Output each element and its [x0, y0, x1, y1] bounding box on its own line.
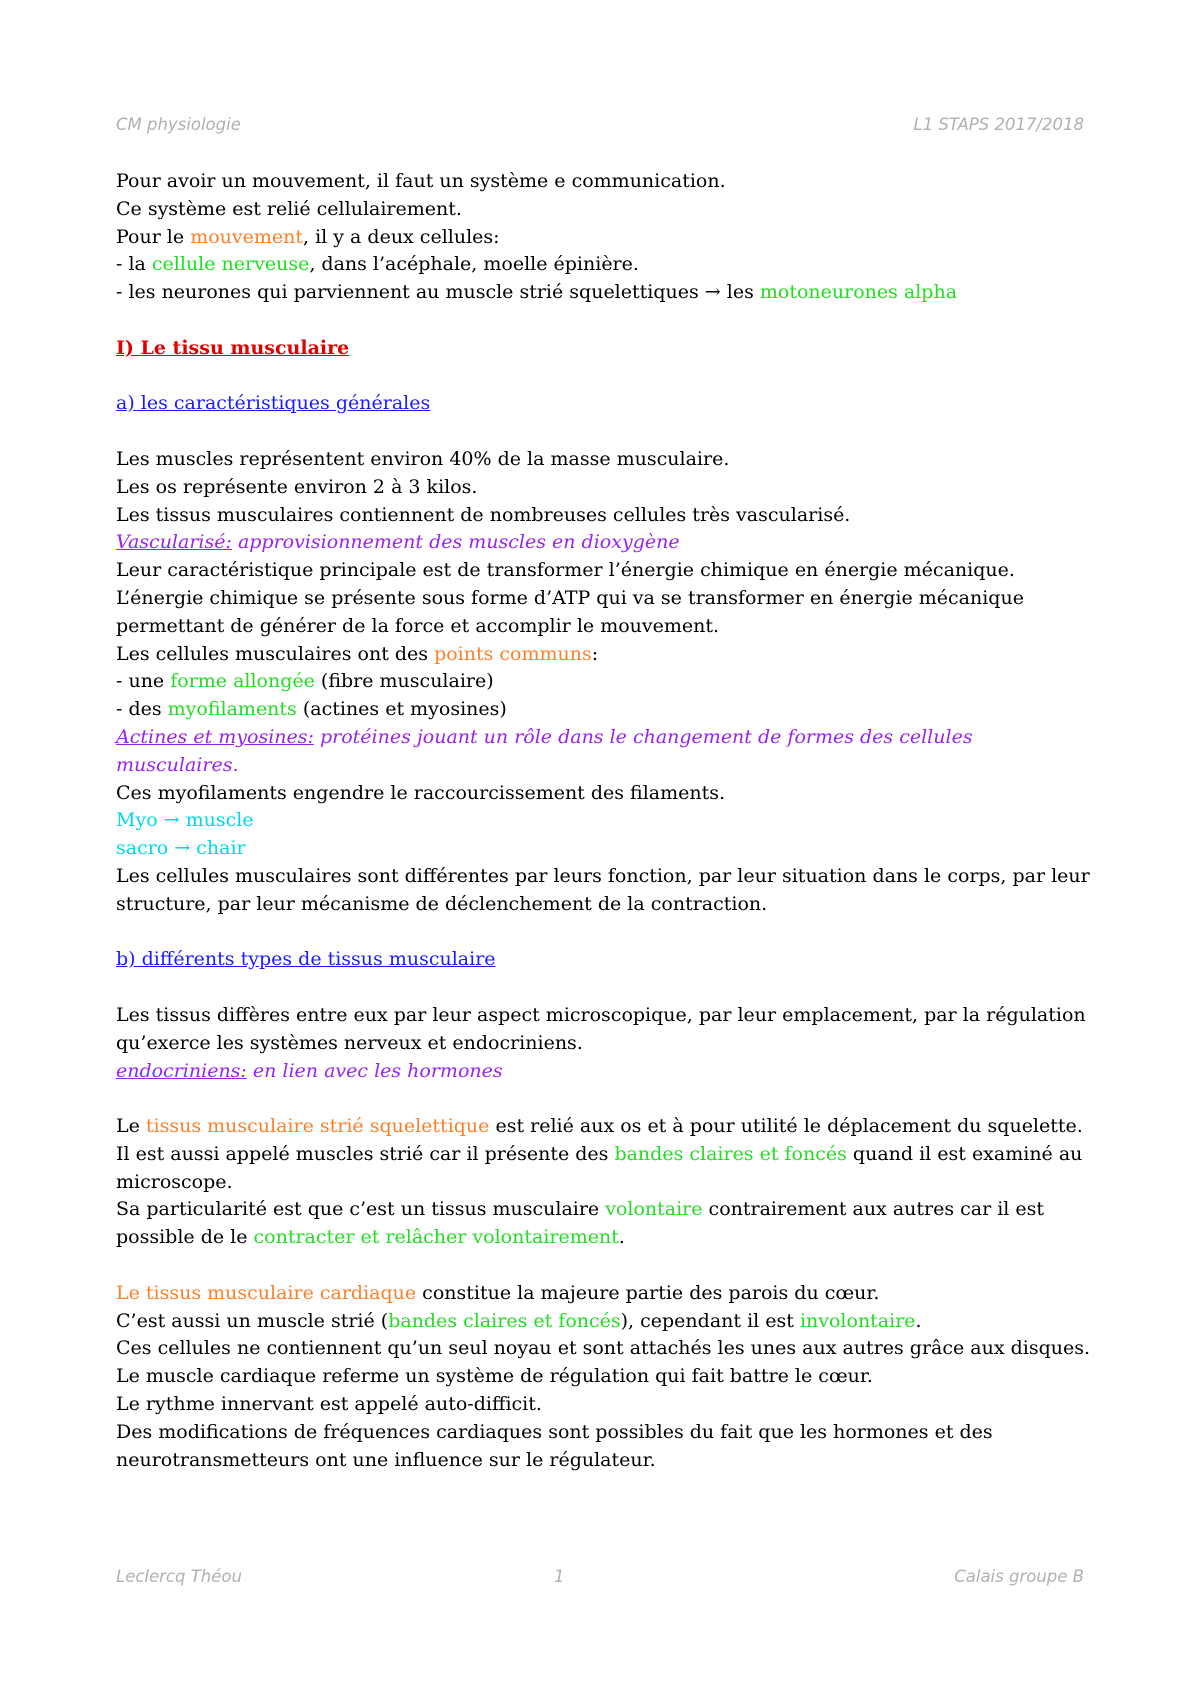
subsection-heading-b: b) différents types de tissus musculaire	[116, 948, 496, 971]
etymology-line: Myo → muscle	[116, 809, 254, 832]
intro-line: Ce système est relié cellulairement.	[116, 197, 462, 220]
paragraph-line: structure, par leur mécanisme de déclenchement de la contraction.	[116, 892, 768, 915]
footer-group: Calais groupe B	[954, 1567, 1084, 1586]
paragraph-line: Les cellules musculaires sont différentes par leurs fonction, par leur situation dans le corps, par leur	[116, 864, 1090, 887]
intro-line: Pour le mouvement, il y a deux cellules:	[116, 225, 500, 248]
intro-line: - les neurones qui parviennent au muscle strié squelettiques → les motoneurones alpha	[116, 281, 958, 304]
definition-vascularise: Vascularisé: approvisionnement des muscles en dioxygène	[116, 531, 680, 554]
paragraph-line: Le muscle cardiaque referme un système de régulation qui fait battre le cœur.	[116, 1365, 873, 1388]
list-item: - une forme allongée (fibre musculaire)	[116, 670, 494, 693]
paragraph-line: Le tissus musculaire strié squelettique est relié aux os et à pour utilité le déplacement du squelette.	[116, 1115, 1083, 1138]
paragraph-line: Le tissus musculaire cardiaque constitue la majeure partie des parois du cœur.	[116, 1281, 880, 1304]
definition-actines: Actines et myosines: protéines jouant un rôle dans le changement de formes des cellules	[116, 725, 973, 748]
paragraph-line: Il est aussi appelé muscles strié car il présente des bandes claires et foncés quand il est examiné au	[116, 1142, 1083, 1165]
header-class-year: L1 STAPS 2017/2018	[913, 115, 1084, 134]
paragraph-line: microscope.	[116, 1170, 233, 1193]
paragraph-line: possible de le contracter et relâcher volontairement.	[116, 1226, 625, 1249]
paragraph-line: permettant de générer de la force et accomplir le mouvement.	[116, 614, 720, 637]
paragraph-line: qu’exerce les systèmes nerveux et endocriniens.	[116, 1031, 583, 1054]
definition-endocriniens: endocriniens: en lien avec les hormones	[116, 1059, 503, 1082]
paragraph-line: Sa particularité est que c’est un tissus musculaire volontaire contrairement aux autres car il est	[116, 1198, 1045, 1221]
paragraph-line: Les muscles représentent environ 40% de la masse musculaire.	[116, 447, 730, 470]
paragraph-line: Les tissus musculaires contiennent de nombreuses cellules très vascularisé.	[116, 503, 851, 526]
paragraph-line: Ces cellules ne contiennent qu’un seul noyau et sont attachés les unes aux autres grâce aux disques.	[116, 1337, 1091, 1360]
paragraph-line: neurotransmetteurs ont une influence sur le régulateur.	[116, 1448, 656, 1471]
paragraph-line: Leur caractéristique principale est de transformer l’énergie chimique en énergie mécanique.	[116, 559, 1015, 582]
intro-line: - la cellule nerveuse, dans l’acéphale, moelle épinière.	[116, 253, 639, 276]
subsection-heading-a: a) les caractéristiques générales	[116, 392, 431, 415]
paragraph-line: L’énergie chimique se présente sous forme d’ATP qui va se transformer en énergie mécanique	[116, 586, 1024, 609]
header-course-title: CM physiologie	[116, 115, 241, 134]
section-heading: I) Le tissu musculaire	[116, 336, 350, 359]
etymology-line: sacro → chair	[116, 837, 246, 860]
paragraph-line: C’est aussi un muscle strié (bandes claires et foncés), cependant il est involontaire.	[116, 1309, 922, 1332]
paragraph-line: Les tissus diffères entre eux par leur aspect microscopique, par leur emplacement, par la régulation	[116, 1003, 1086, 1026]
paragraph-line: Les os représente environ 2 à 3 kilos.	[116, 475, 478, 498]
footer-page-number: 1	[554, 1567, 565, 1586]
page-footer	[116, 1567, 1084, 1586]
list-item: - des myofilaments (actines et myosines)	[116, 698, 507, 721]
page-header	[116, 115, 1084, 134]
paragraph-line: Ces myofilaments engendre le raccourcissement des filaments.	[116, 781, 726, 804]
footer-author: Leclercq Théou	[116, 1567, 242, 1586]
paragraph-line: Le rythme innervant est appelé auto-difficit.	[116, 1393, 542, 1416]
paragraph-line: Les cellules musculaires ont des points communs:	[116, 642, 599, 665]
intro-line: Pour avoir un mouvement, il faut un système e communication.	[116, 170, 726, 192]
paragraph-line: Des modifications de fréquences cardiaques sont possibles du fait que les hormones et des	[116, 1420, 993, 1443]
definition-actines-cont: musculaires.	[116, 753, 239, 776]
document-body	[116, 168, 1096, 1474]
